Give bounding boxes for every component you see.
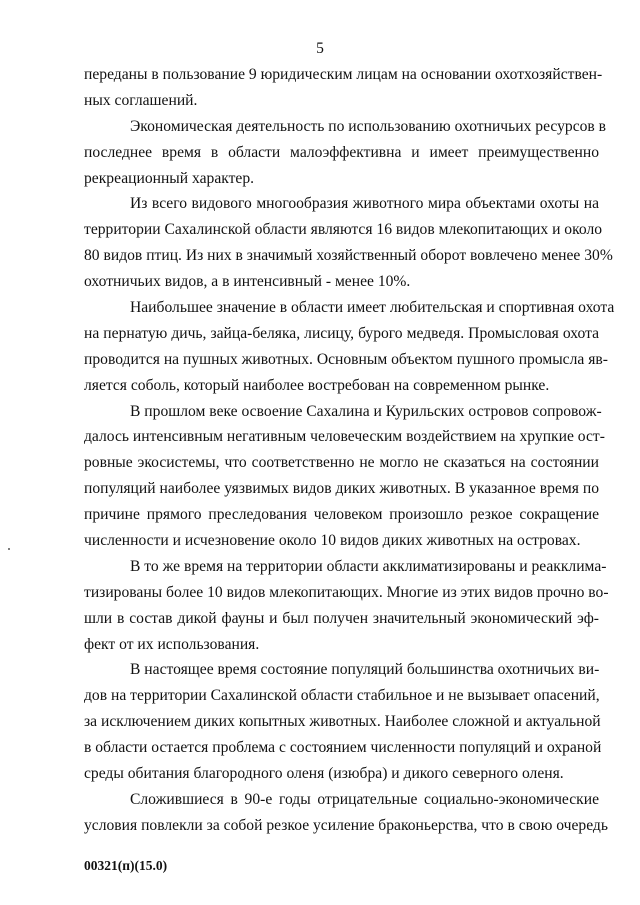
- text-line: В настоящее время состояние популяций большинства охотничьих ви-: [130, 661, 600, 679]
- text-line: в области остается проблема с состоянием численности популяций и охраной: [84, 739, 602, 757]
- text-line: ляется соболь, который наиболее востребован на современном рынке.: [84, 376, 550, 394]
- text-line: дов на территории Сахалинской области стабильное и не вызывает опасений,: [84, 687, 600, 705]
- text-line: среды обитания благородного оленя (изюбра) и дикого северного оленя.: [84, 765, 564, 783]
- text-line: последнее время в области малоэффективна и имеет преимущественно: [84, 143, 599, 161]
- text-line: тизированы более 10 видов млекопитающих. Многие из этих видов прочно во-: [84, 583, 609, 601]
- page-number: 5: [316, 40, 324, 57]
- text-line: Экономическая деятельность по использованию охотничьих ресурсов в: [130, 117, 607, 135]
- text-line: рекреационный характер.: [84, 169, 255, 187]
- text-line: проводится на пушных животных. Основным объектом пушного промысла яв-: [84, 350, 608, 368]
- text-line: численности и исчезновение около 10 видов диких животных на островах.: [84, 532, 581, 550]
- text-line: на пернатую дичь, зайца-беляка, лисицу, бурого медведя. Промысловая охота: [84, 324, 599, 342]
- text-line: переданы в пользование 9 юридическим лицам на основании охотхозяйствен-: [84, 66, 603, 83]
- document-code: 00321(п)(15.0): [84, 858, 168, 873]
- text-line: причине прямого преследования человеком произошло резкое сокращение: [84, 506, 599, 524]
- text-line: охотничьих видов, а в интенсивный - менее 10%.: [84, 273, 411, 291]
- text-line: ных соглашений.: [84, 91, 198, 109]
- text-line: В прошлом веке освоение Сахалина и Курильских островов сопровож-: [130, 402, 602, 420]
- text-line: Из всего видового многообразия животного мира объектами охоты на: [130, 195, 599, 213]
- text-line: за исключением диких копытных животных. Наиболее сложной и актуальной: [84, 713, 601, 731]
- text-line: условия повлекли за собой резкое усиление браконьерства, что в свою очередь: [84, 816, 608, 834]
- text-line: далось интенсивным негативным человеческим воздействием на хрупкие ост-: [84, 428, 605, 446]
- scan-speck: [8, 548, 10, 550]
- text-line: фект от их использования.: [84, 635, 260, 653]
- text-line: 80 видов птиц. Из них в значимый хозяйственный оборот вовлечено менее 30%: [84, 247, 613, 265]
- text-line: шли в состав дикой фауны и был получен значительный экономический эф-: [84, 609, 599, 627]
- text-line: популяций наиболее уязвимых видов диких животных. В указанное время по: [84, 480, 599, 498]
- text-line: В то же время на территории области акклиматизированы и реакклима-: [130, 557, 607, 575]
- text-line: ровные экосистемы, что соответственно не могло не сказаться на состоянии: [84, 454, 599, 472]
- text-line: Сложившиеся в 90-е годы отрицательные социально-экономические: [130, 790, 599, 808]
- text-line: Наибольшее значение в области имеет любительская и спортивная охота: [130, 299, 615, 317]
- text-line: территории Сахалинской области являются 16 видов млекопитающих и около: [84, 221, 603, 239]
- document-body: [84, 62, 615, 839]
